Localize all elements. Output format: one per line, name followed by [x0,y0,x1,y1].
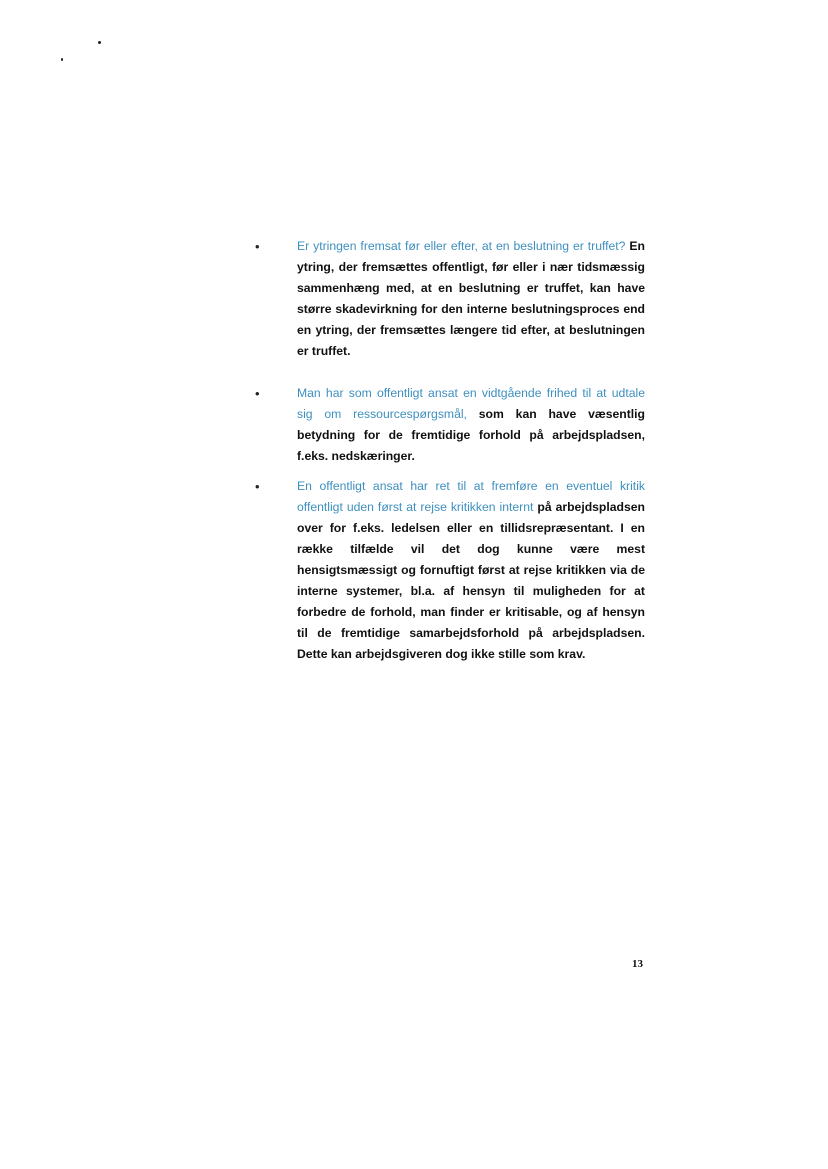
highlighted-lead-text: Man har som offentligt ansat en vidtgående frihed til at udtale sig om ressourcespørgsmål, [297,386,645,421]
bullet-marker: • [255,479,260,494]
scan-speck [61,58,63,61]
highlighted-lead-text: En offentligt ansat har ret til at fremføre en eventuel kritik offentligt uden først at rejse kritikken internt [297,479,645,514]
body-text: En ytring, der fremsættes offentligt, før eller i nær tidsmæssig sammenhæng med, at en beslutning er truffet, kan have større skadevirkning for den interne beslutningsproces end en ytring, der fremsættes længere tid efter, at beslutningen er truffet. [297,239,645,358]
bullet-marker: • [255,386,260,401]
list-item-text [297,236,645,362]
list-item [255,476,645,665]
bullet-list [255,236,645,665]
list-item [255,383,645,467]
highlighted-lead-text: Er ytringen fremsat før eller efter, at en beslutning er truffet? [297,239,626,253]
list-item-text [297,383,645,467]
body-text: som kan have væsentlig betydning for de fremtidige forhold på arbejdspladsen, f.eks. nedskæringer. [297,407,645,463]
list-item-text [297,476,645,665]
list-item [255,236,645,362]
scan-speck [98,41,101,44]
body-text: på arbejdspladsen over for f.eks. ledelsen eller en tillidsrepræsentant. I en række tilfælde vil det dog kunne være mest hensigtsmæssigt og fornuftigt først at rejse kritikken via de interne systemer, bl.a. af hensyn til muligheden for at forbedre de forhold, man finder er kritisable, og af hensyn til de fremtidige samarbejdsforhold på arbejdspladsen. Dette kan arbejdsgiveren dog ikke stille som krav. [297,500,645,661]
bullet-marker: • [255,239,260,254]
page-number: 13 [632,958,643,970]
